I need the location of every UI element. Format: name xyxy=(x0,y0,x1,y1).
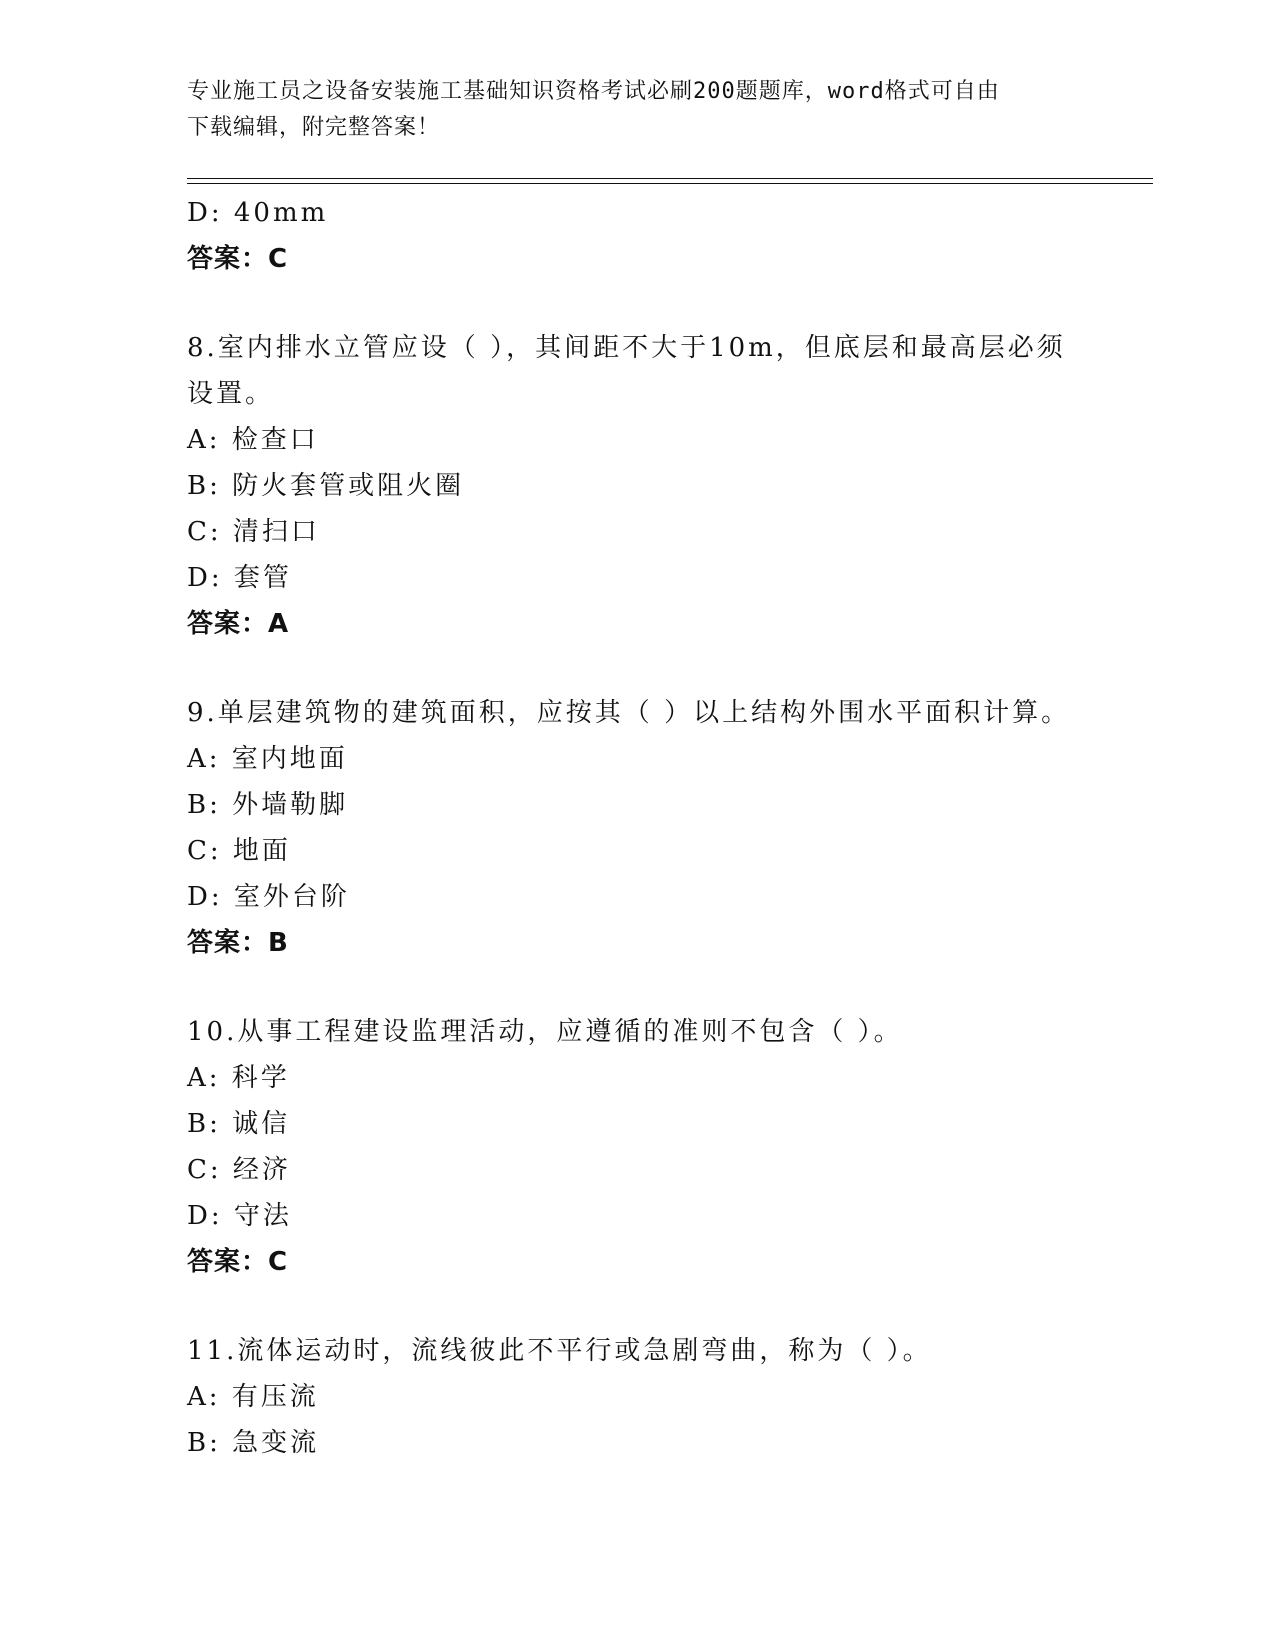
spacer xyxy=(187,966,1087,1009)
answer-label: 答案：B xyxy=(187,928,289,958)
option-a: A: 检查口 xyxy=(187,425,319,455)
option-d: D: 40mm xyxy=(187,198,329,228)
question-stem: 10.从事工程建设监理活动，应遵循的准则不包含（ ）。 xyxy=(187,1017,903,1047)
question-stem: 9.单层建筑物的建筑面积，应按其（ ）以上结构外围水平面积计算。 xyxy=(187,698,1071,728)
option-d: D: 室外台阶 xyxy=(187,882,350,912)
question-7-tail xyxy=(187,190,1087,282)
option-c: C: 地面 xyxy=(187,836,291,866)
header-title-line-1: 专业施工员之设备安装施工基础知识资格考试必刷200题题库，word格式可自由 xyxy=(187,79,1000,104)
spacer xyxy=(187,282,1087,325)
option-c: C: 经济 xyxy=(187,1155,291,1185)
header-divider-bottom xyxy=(187,183,1153,184)
header-divider-top xyxy=(187,178,1153,179)
question-10 xyxy=(187,1009,1087,1285)
spacer xyxy=(187,1285,1087,1328)
answer-label: 答案：C xyxy=(187,244,289,274)
document-header xyxy=(187,74,1087,146)
spacer xyxy=(187,647,1087,690)
option-b: B: 急变流 xyxy=(187,1428,320,1458)
option-a: A: 科学 xyxy=(187,1063,290,1093)
option-b: B: 防火套管或阻火圈 xyxy=(187,471,465,501)
question-stem-line-1: 8.室内排水立管应设（ ），其间距不大于10m，但底层和最高层必须 xyxy=(187,333,1066,363)
option-c: C: 清扫口 xyxy=(187,517,320,547)
answer-label: 答案：C xyxy=(187,1247,289,1277)
option-b: B: 诚信 xyxy=(187,1109,291,1139)
option-b: B: 外墙勒脚 xyxy=(187,790,349,820)
question-11 xyxy=(187,1328,1087,1466)
header-title-line-2: 下载编辑，附完整答案！ xyxy=(187,115,441,140)
question-9 xyxy=(187,690,1087,966)
question-stem-line-2: 设置。 xyxy=(187,379,275,409)
question-stem: 11.流体运动时，流线彼此不平行或急剧弯曲，称为（ ）。 xyxy=(187,1336,932,1366)
option-a: A: 室内地面 xyxy=(187,744,348,774)
option-d: D: 守法 xyxy=(187,1201,292,1231)
answer-label: 答案：A xyxy=(187,609,290,639)
option-d: D: 套管 xyxy=(187,563,292,593)
question-8 xyxy=(187,325,1087,647)
question-list xyxy=(187,190,1087,1466)
option-a: A: 有压流 xyxy=(187,1382,319,1412)
